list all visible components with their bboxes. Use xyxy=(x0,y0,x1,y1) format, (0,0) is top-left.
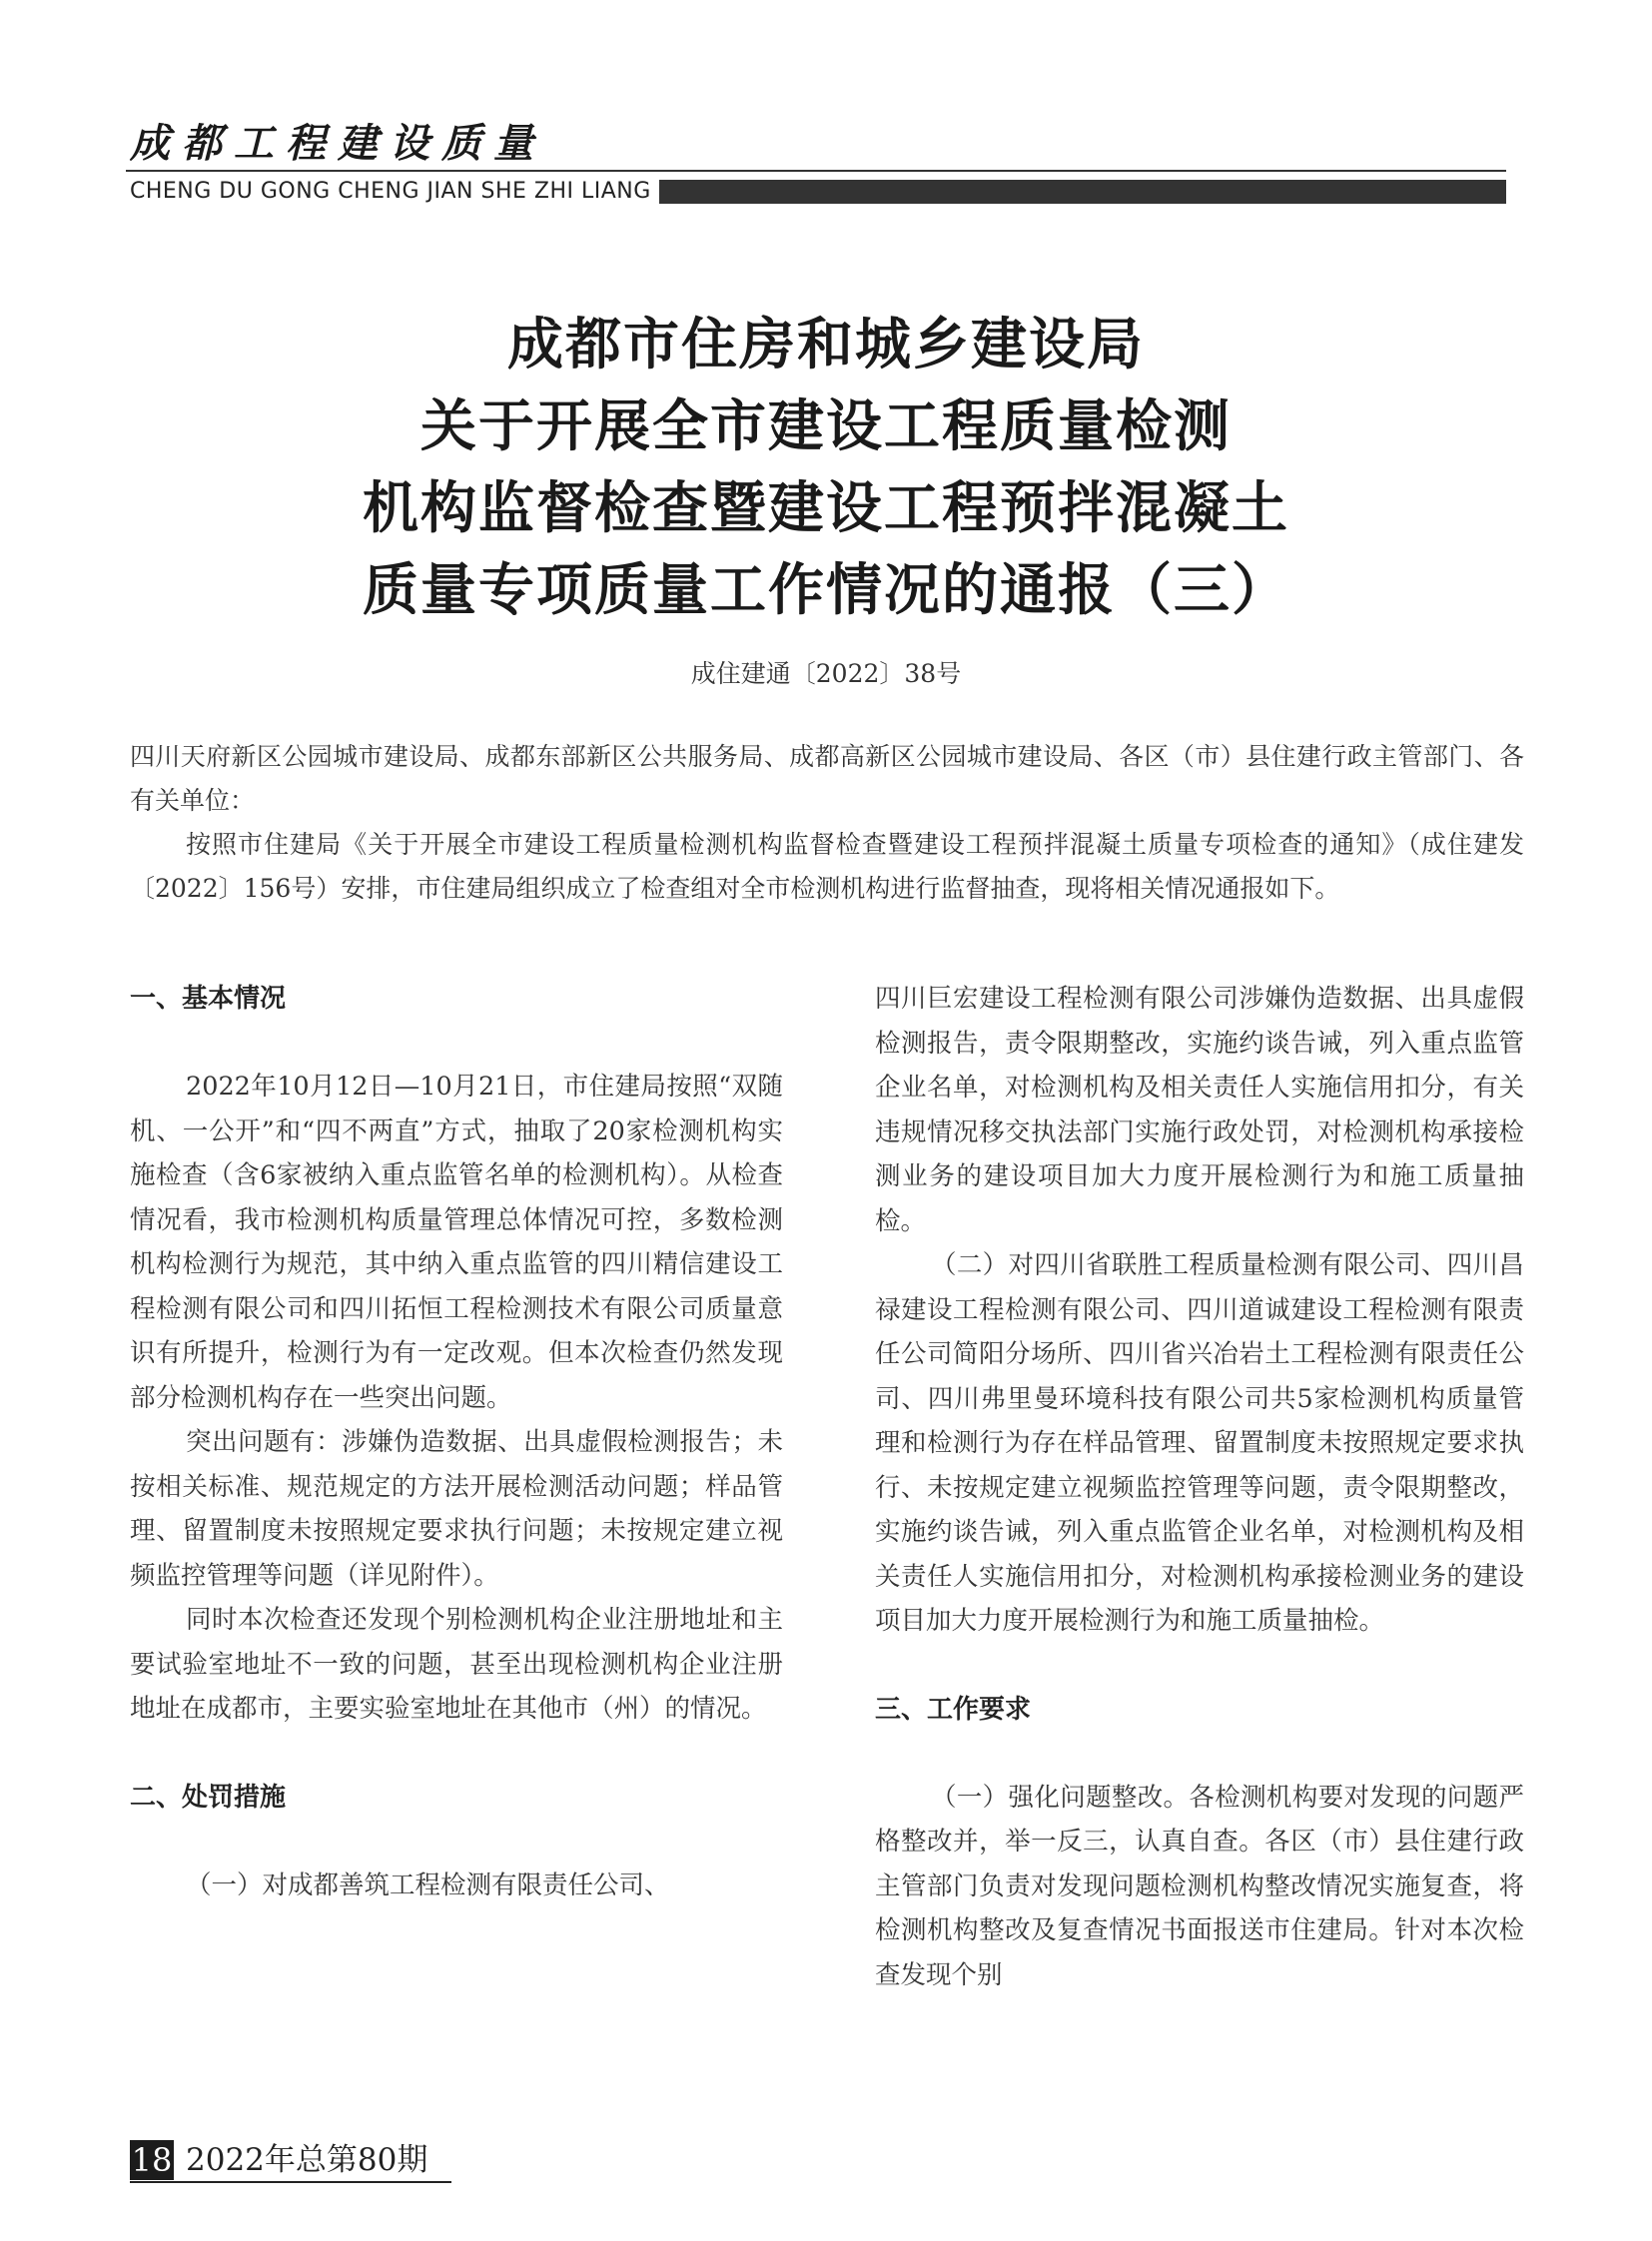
document-number: 成住建通〔2022〕38号 xyxy=(690,659,962,688)
header-rule xyxy=(126,170,1506,172)
paragraph: 2022年10月12日—10月21日，市住建局按照“双随机、一公开”和“四不两直”方式，抽取了20家检测机构实施检查（含6家被纳入重点监管名单的检测机构）。从检查情况看，我市检测机构质量管理总体情况可控，多数检测机构检测行为规范，其中纳入重点监管的四川精信建设工程检测有限公司和四川拓恒工程检测技术有限公司质量意识有所提升，检测行为有一定改观。但本次检查仍然发现部分检测机构存在一些突出问题。 xyxy=(130,1072,783,1413)
footer-rule xyxy=(130,2181,451,2183)
paragraph: 突出问题有：涉嫌伪造数据、出具虚假检测报告；未按相关标准、规范规定的方法开展检测活动问题；样品管理、留置制度未按照规定要求执行问题；未按规定建立视频监控管理等问题（详见附件）。 xyxy=(130,1427,783,1591)
paragraph: （二）对四川省联胜工程质量检测有限公司、四川昌禄建设工程检测有限公司、四川道诚建设工程检测有限责任公司简阳分场所、四川省兴冶岩土工程检测有限责任公司、四川弗里曼环境科技有限公司共5家检测机构质量管理和检测行为存在样品管理、留置制度未按照规定要求执行、未按规定建立视频监控管理等问题，责令限期整改，实施约谈告诫，列入重点监管企业名单，对检测机构及相关责任人实施信用扣分，对检测机构承接检测业务的建设项目加大力度开展检测行为和施工质量抽检。 xyxy=(875,1250,1524,1636)
journal-title-cn: 成都工程建设质量 xyxy=(130,120,545,167)
left-column xyxy=(130,977,783,1907)
intro-section xyxy=(130,735,1524,911)
paragraph: 四川巨宏建设工程检测有限公司涉嫌伪造数据、出具虚假检测报告，责令限期整改，实施约谈告诫，列入重点监管企业名单，对检测机构及相关责任人实施信用扣分，有关违规情况移交执法部门实施行政处罚，对检测机构承接检测业务的建设项目加大力度开展检测行为和施工质量抽检。 xyxy=(875,984,1524,1236)
issue-label: 2022年总第80期 xyxy=(186,2142,428,2178)
header-bar xyxy=(649,180,1506,204)
page-number: 18 xyxy=(131,2141,173,2179)
paragraph: （一）对成都善筑工程检测有限责任公司、 xyxy=(186,1869,670,1900)
title-line-2: 关于开展全市建设工程质量检测 xyxy=(420,394,1232,459)
section-heading-basic: 一、基本情况 xyxy=(130,984,287,1014)
journal-title-en: CHENG DU GONG CHENG JIAN SHE ZHI LIANG xyxy=(130,180,659,204)
title-line-1: 成都市住房和城乡建设局 xyxy=(507,313,1145,377)
title-line-3: 机构监督检查暨建设工程预拌混凝土 xyxy=(363,476,1289,541)
right-column xyxy=(875,977,1524,1997)
article-title xyxy=(200,305,1452,632)
recipients: 四川天府新区公园城市建设局、成都东部新区公共服务局、成都高新区公园城市建设局、各区（市）县住建行政主管部门、各有关单位： xyxy=(130,742,1524,815)
paragraph: （一）强化问题整改。各检测机构要对发现的问题严格整改并，举一反三，认真自查。各区（市）县住建行政主管部门负责对发现问题检测机构整改情况实施复查，将检测机构整改及复查情况书面报送市住建局。针对本次检查发现个别 xyxy=(875,1782,1524,1990)
section-heading-penalty: 二、处罚措施 xyxy=(130,1782,287,1813)
intro-paragraph: 按照市住建局《关于开展全市建设工程质量检测机构监督检查暨建设工程预拌混凝土质量专项检查的通知》（成住建发〔2022〕156号）安排，市住建局组织成立了检查组对全市检测机构进行监督抽查，现将相关情况通报如下。 xyxy=(130,830,1524,903)
title-line-4: 质量专项质量工作情况的通报（三） xyxy=(363,558,1289,623)
section-heading-requirements: 三、工作要求 xyxy=(875,1694,1032,1725)
paragraph: 同时本次检查还发现个别检测机构企业注册地址和主要试验室地址不一致的问题，甚至出现检测机构企业注册地址在成都市，主要实验室地址在其他市（州）的情况。 xyxy=(130,1605,783,1724)
